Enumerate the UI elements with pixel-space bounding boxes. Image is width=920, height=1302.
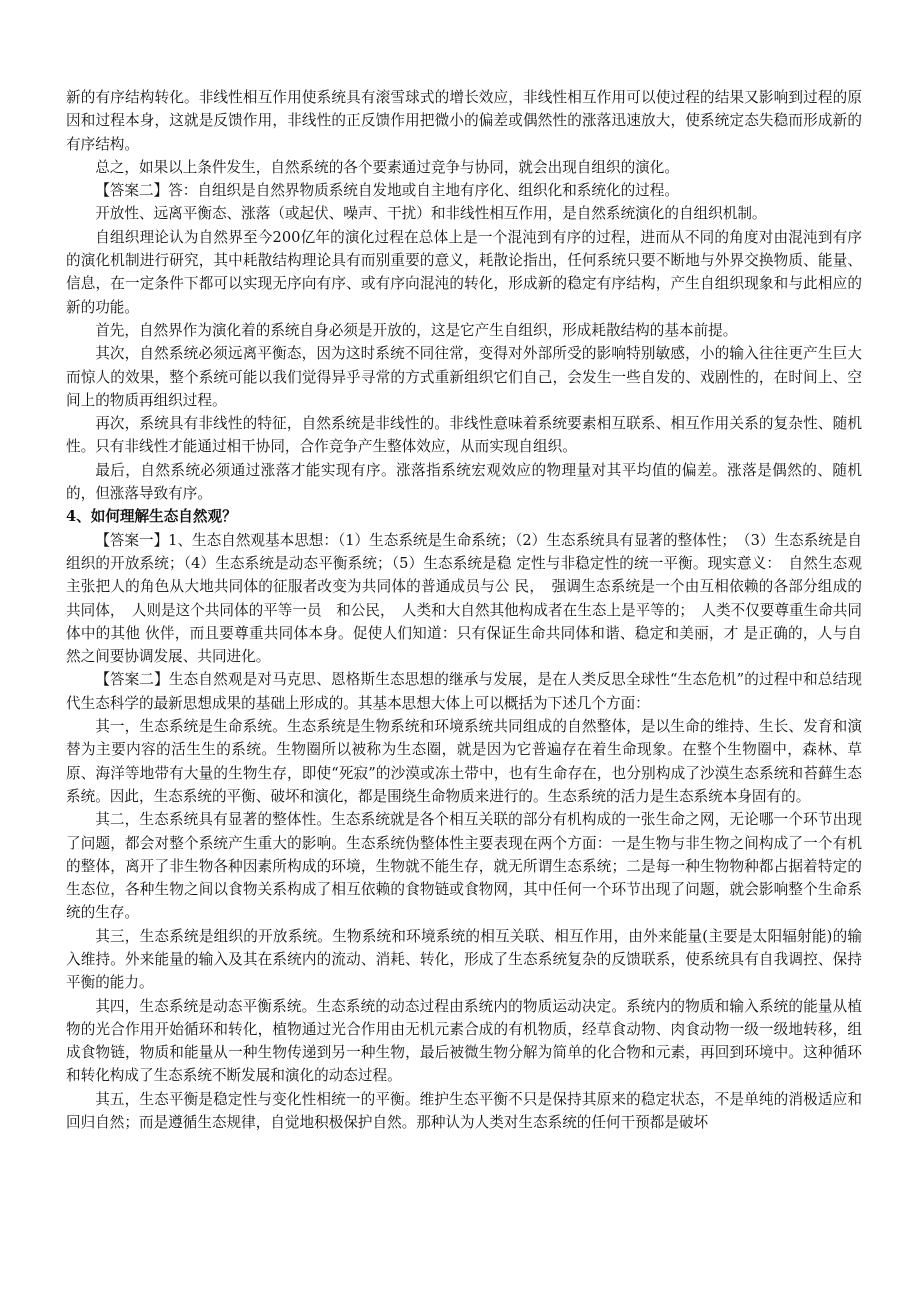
paragraph: 【答案二】答：自组织是自然界物质系统自发地或自主地有序化、组织化和系统化的过程。: [95, 182, 679, 200]
document-page: [66, 86, 862, 1134]
paragraph: 最后，自然系统必须通过涨落才能实现有序。涨落指系统宏观效应的物理量对其平均值的偏差。涨落是偶然的、随机的，但涨落导致有序。: [66, 461, 862, 503]
paragraph: 【答案二】生态自然观是对马克思、恩格斯生态思想的继承与发展，是在人类反思全球性“生态危机”的过程中和总结现代生态科学的最新思想成果的基础上形成的。其基本思想大体上可以概括为下述几个方面：: [66, 671, 862, 712]
section-heading: 4、如何理解生态自然观？: [66, 508, 237, 526]
paragraph: 开放性、远离平衡态、涨落（或起伏、噪声、干扰）和非线性相互作用，是自然系统演化的自组织机制。: [95, 205, 767, 223]
paragraph: 其四，生态系统是动态平衡系统。生态系统的动态过程由系统内的物质运动决定。系统内的物质和输入系统的能量从植物的光合作用开始循环和转化，植物通过光合作用由无机元素合成的有机物质，经草食动物、肉食动物一级一级地转移，组成食物链，物质和能量从一种生物传递到另一种生物，最后被微生物分解为简单的化合物和元素，再回到环境中。这种循环和转化构成了生态系统不断发展和演化的动态过程。: [66, 997, 862, 1085]
paragraph: 再次，系统具有非线性的特征，自然系统是非线性的。非线性意味着系统要素相互联系、相互作用关系的复杂性、随机性。只有非线性才能通过相干协同，合作竞争产生整体效应，从而实现自组织。: [66, 415, 862, 456]
paragraph: 首先，自然界作为演化着的系统自身必须是开放的，这是它产生自组织，形成耗散结构的基本前提。: [95, 321, 738, 339]
paragraph: 其三，生态系统是组织的开放系统。生物系统和环境系统的相互关联、相互作用，由外来能量(主要是太阳辐射能)的输入维持。外来能量的输入及其在系统内的流动、消耗、转化，形成了生态系统复杂的反馈联系，使系统具有自我调控、保持平衡的能力。: [66, 927, 862, 992]
paragraph: 自组织理论认为自然界至今200亿年的演化过程在总体上是一个混沌到有序的过程，进而从不同的角度对由混沌到有序的演化机制进行研究，其中耗散结构理论具有而别重要的意义，耗散论指出，任何系统只要不断地与外界交换物质、能量、信息，在一定条件下都可以实现无序向有序、或有序向混沌的转化，形成新的稳定有序结构，产生自组织现象和与此相应的新的功能。: [66, 228, 862, 316]
paragraph: 总之，如果以上条件发生，自然系统的各个要素通过竞争与协同，就会出现自组织的演化。: [95, 158, 679, 176]
paragraph: 其二，生态系统具有显著的整体性。生态系统就是各个相互关联的部分有机构成的一张生命之网，无论哪一个环节出现了问题，都会对整个系统产生重大的影响。生态系统伪整体性主要表现在两个方面：一是生物与非生物之间构成了一个有机的整体，离开了非生物各种因素所构成的环境，生物就不能生存，就无所谓生态系统；二是每一种生物物种都占据着特定的生态位，各种生物之间以食物关系构成了相互依赖的食物链或食物网，其中任何一个环节出现了问题，就会影响整个生命系统的生存。: [66, 811, 862, 922]
paragraph: 【答案一】1、生态自然观基本思想：（1）生态系统是生命系统；（2）生态系统具有显著的整体性； （3）生态系统是自组织的开放系统；（4）生态系统是动态平衡系统；（5）生态系统是稳 定性与非稳定性的统一平衡。现实意义： 自然生态观主张把人的角色从大地共同体的征服者改变为共同体的普通成员与公 民， 强调生态系统是一个由互相依赖的各部分组成的共同体， 人则是这个共同体的平等一员 和公民， 人类和大自然其他构成者在生态上是平等的； 人类不仅要尊重生命共同体中的其他 伙伴，而且要尊重共同体本身。促使人们知道：只有保证生命共同体和谐、稳定和美丽，才 是正确的，人与自然之间要协调发展、共同进化。: [66, 531, 863, 666]
paragraph: 新的有序结构转化。非线性相互作用使系统具有滚雪球式的增长效应，非线性相互作用可以使过程的结果又影响到过程的原因和过程本身，这就是反馈作用，非线性的正反馈作用把微小的偏差或偶然性的涨落迅速放大，使系统定态失稳而形成新的有序结构。: [66, 89, 862, 153]
paragraph: 其次，自然系统必须远离平衡态，因为这时系统不同往常，变得对外部所受的影响特别敏感，小的输入往往更产生巨大而惊人的效果，整个系统可能以我们觉得异乎寻常的方式重新组织它们自己，会发生一些自发的、戏剧性的，在时间上、空间上的物质再组织过程。: [66, 345, 862, 409]
paragraph: 其一，生态系统是生命系统。生态系统是生物系统和环境系统共同组成的自然整体，是以生命的维持、生长、发育和演替为主要内容的活生生的系统。生物圈所以被称为生态圈，就是因为它普遍存在着生命现象。在整个生物圈中，森林、草原、海洋等地带有大量的生物生存，即使“死寂”的沙漠或冻土带中，也有生命存在，也分别构成了沙漠生态系统和苔藓生态系统。因此，生态系统的平衡、破坏和演化，都是围绕生命物质来进行的。生态系统的活力是生态系统本身固有的。: [66, 718, 862, 805]
paragraph: 其五，生态平衡是稳定性与变化性相统一的平衡。维护生态平衡不只是保持其原来的稳定状态，不是单纯的消极适应和回归自然；而是遵循生态规律，自觉地积极保护自然。那种认为人类对生态系统的任何干预都是破坏: [66, 1090, 862, 1132]
